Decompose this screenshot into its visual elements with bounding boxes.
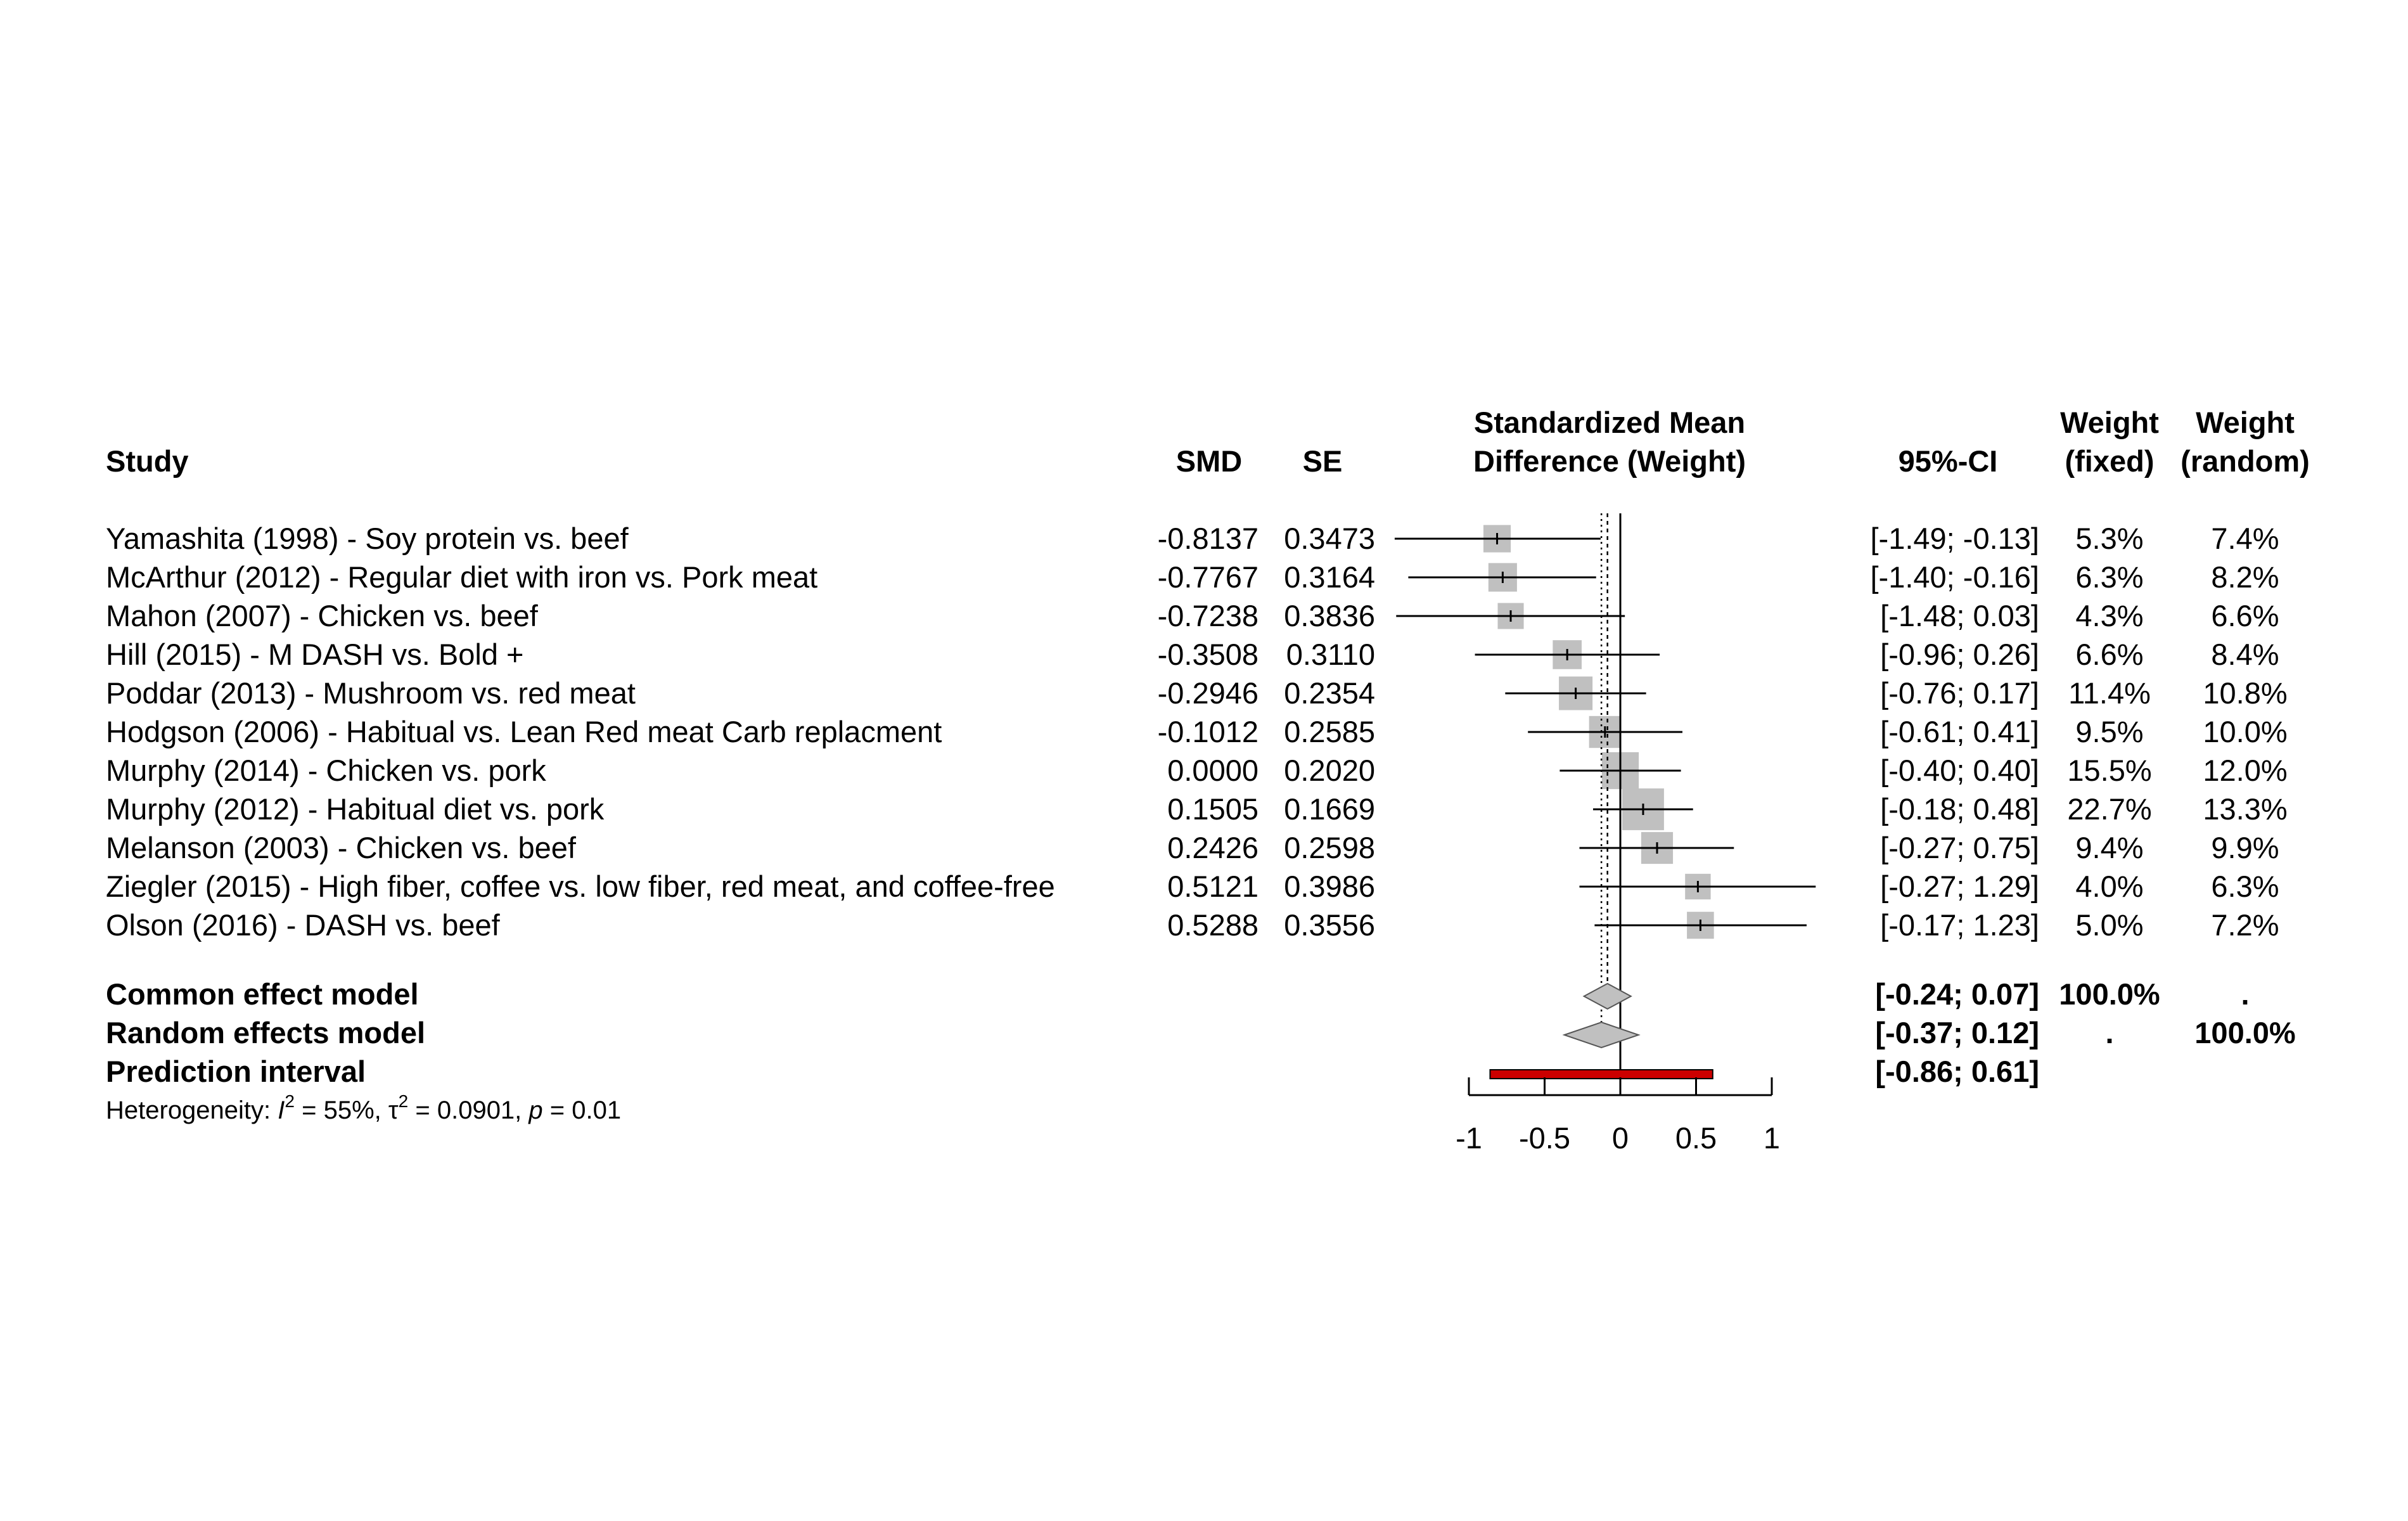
study-weight-random: 8.4%	[2211, 638, 2279, 671]
study-smd: -0.8137	[1157, 522, 1258, 555]
study-weight-fixed: 11.4%	[2068, 676, 2151, 710]
study-ci: [-0.27; 1.29]	[1880, 870, 2039, 903]
study-weight-fixed: 22.7%	[2067, 792, 2152, 826]
study-ci: [-1.49; -0.13]	[1870, 522, 2039, 555]
study-weight-fixed: 4.0%	[2075, 870, 2144, 903]
study-ci: [-0.96; 0.26]	[1880, 638, 2039, 671]
header-ci: 95%-CI	[1898, 444, 1998, 478]
study-smd: 0.2426	[1167, 831, 1258, 864]
study-weight-random: 10.0%	[2203, 715, 2288, 748]
study-row	[106, 676, 2288, 710]
study-name: Olson (2016) - DASH vs. beef	[106, 908, 500, 942]
study-smd: 0.5288	[1167, 908, 1258, 942]
header-weight-random-line1: Weight	[2196, 406, 2295, 439]
random-effects-weight-fixed: .	[2105, 1016, 2114, 1049]
header-weight-fixed-line2: (fixed)	[2065, 444, 2155, 478]
study-weight-random: 9.9%	[2211, 831, 2279, 864]
study-weight-fixed: 4.3%	[2075, 599, 2144, 632]
study-row	[106, 560, 2279, 594]
study-se: 0.2598	[1284, 831, 1375, 864]
header-se: SE	[1302, 444, 1343, 478]
common-effect-weight-fixed: 100.0%	[2059, 977, 2160, 1011]
heterogeneity-text: Heterogeneity: $I^2 = 55\%$, $\tau^2 = 0.0901$, p = 0.01	[106, 1091, 622, 1124]
study-name: Ziegler (2015) - High fiber, coffee vs. low fiber, red meat, and coffee-free	[106, 870, 1055, 903]
study-name: McArthur (2012) - Regular diet with iron vs. Pork meat	[106, 560, 818, 594]
random-effects-weight-random: 100.0%	[2194, 1016, 2296, 1049]
header-weight-fixed-line1: Weight	[2060, 406, 2159, 439]
summary-marks	[1490, 984, 1712, 1079]
study-smd: -0.2946	[1157, 676, 1258, 710]
study-weight-random: 6.6%	[2211, 599, 2279, 632]
study-name: Murphy (2014) - Chicken vs. pork	[106, 754, 546, 787]
x-axis	[1456, 1077, 1780, 1155]
study-weight-random: 6.3%	[2211, 870, 2279, 903]
study-row	[106, 638, 2279, 671]
study-ci: [-0.76; 0.17]	[1880, 676, 2039, 710]
study-row	[106, 908, 2279, 942]
study-name: Melanson (2003) - Chicken vs. beef	[106, 831, 576, 864]
study-weight-fixed: 15.5%	[2067, 754, 2152, 787]
study-ci: [-1.48; 0.03]	[1880, 599, 2039, 632]
common-effect-label: Common effect model	[106, 977, 419, 1011]
study-se: 0.3110	[1286, 638, 1375, 671]
study-name: Murphy (2012) - Habitual diet vs. pork	[106, 792, 605, 826]
study-se: 0.3473	[1284, 522, 1375, 555]
study-ci: [-0.27; 0.75]	[1880, 831, 2039, 864]
study-smd: -0.7238	[1157, 599, 1258, 632]
study-weight-random: 7.2%	[2211, 908, 2279, 942]
study-ci: [-0.61; 0.41]	[1880, 715, 2039, 748]
study-rows	[106, 522, 2288, 942]
study-row	[106, 870, 2279, 903]
common-effect-ci: [-0.24; 0.07]	[1875, 977, 2039, 1011]
header-study: Study	[106, 444, 189, 478]
study-ci: [-0.40; 0.40]	[1880, 754, 2039, 787]
study-name: Mahon (2007) - Chicken vs. beef	[106, 599, 538, 632]
prediction-interval-label: Prediction interval	[106, 1055, 366, 1088]
study-weight-fixed: 6.3%	[2075, 560, 2144, 594]
study-row	[106, 831, 2279, 864]
x-tick-label: 0	[1611, 1121, 1629, 1155]
study-smd: -0.1012	[1157, 715, 1258, 748]
study-weight-fixed: 5.3%	[2075, 522, 2144, 555]
study-weight-random: 8.2%	[2211, 560, 2279, 594]
study-row	[106, 522, 2279, 555]
study-row	[106, 788, 2288, 830]
x-tick-label: 0.5	[1675, 1121, 1717, 1155]
study-weight-random: 13.3%	[2203, 792, 2288, 826]
study-weight-random: 10.8%	[2203, 676, 2288, 710]
study-smd: 0.5121	[1167, 870, 1258, 903]
header-smd: SMD	[1175, 444, 1243, 478]
study-ci: [-0.18; 0.48]	[1880, 792, 2039, 826]
study-se: 0.3836	[1284, 599, 1375, 632]
random-effects-ci: [-0.37; 0.12]	[1875, 1016, 2039, 1049]
study-weight-random: 12.0%	[2203, 754, 2288, 787]
study-name: Hill (2015) - M DASH vs. Bold +	[106, 638, 524, 671]
header-weight-random-line2: (random)	[2181, 444, 2310, 478]
prediction-interval-bar	[1490, 1070, 1712, 1079]
common-effect-weight-random: .	[2241, 977, 2250, 1011]
x-tick-label: -0.5	[1519, 1121, 1570, 1155]
study-name: Hodgson (2006) - Habitual vs. Lean Red meat Carb replacment	[106, 715, 942, 748]
study-smd: 0.1505	[1167, 792, 1258, 826]
study-se: 0.2354	[1284, 676, 1375, 710]
study-weight-random: 7.4%	[2211, 522, 2279, 555]
study-ci: [-1.40; -0.16]	[1870, 560, 2039, 594]
x-tick-label: 1	[1763, 1121, 1781, 1155]
study-se: 0.2020	[1284, 754, 1375, 787]
x-tick-label: -1	[1456, 1121, 1482, 1155]
random-effects-diamond	[1565, 1022, 1639, 1048]
study-smd: 0.0000	[1167, 754, 1258, 787]
study-se: 0.3986	[1284, 870, 1375, 903]
study-weight-fixed: 9.4%	[2075, 831, 2144, 864]
study-name: Poddar (2013) - Mushroom vs. red meat	[106, 676, 636, 710]
study-weight-fixed: 9.5%	[2075, 715, 2144, 748]
study-smd: -0.3508	[1157, 638, 1258, 671]
header-effect-line1: Standardized Mean	[1473, 406, 1746, 439]
study-weight-fixed: 5.0%	[2075, 908, 2144, 942]
study-se: 0.2585	[1284, 715, 1375, 748]
study-ci: [-0.17; 1.23]	[1880, 908, 2039, 942]
study-row	[106, 599, 2279, 632]
prediction-interval-ci: [-0.86; 0.61]	[1875, 1055, 2039, 1088]
header-effect-line2: Difference (Weight)	[1473, 444, 1746, 478]
study-se: 0.3556	[1284, 908, 1375, 942]
study-se: 0.1669	[1284, 792, 1375, 826]
study-smd: -0.7767	[1157, 560, 1258, 594]
random-effects-label: Random effects model	[106, 1016, 426, 1049]
common-effect-diamond	[1584, 984, 1631, 1009]
study-row	[106, 752, 2288, 789]
study-se: 0.3164	[1284, 560, 1375, 594]
study-row	[106, 715, 2288, 748]
study-weight-fixed: 6.6%	[2075, 638, 2144, 671]
study-name: Yamashita (1998) - Soy protein vs. beef	[106, 522, 629, 555]
